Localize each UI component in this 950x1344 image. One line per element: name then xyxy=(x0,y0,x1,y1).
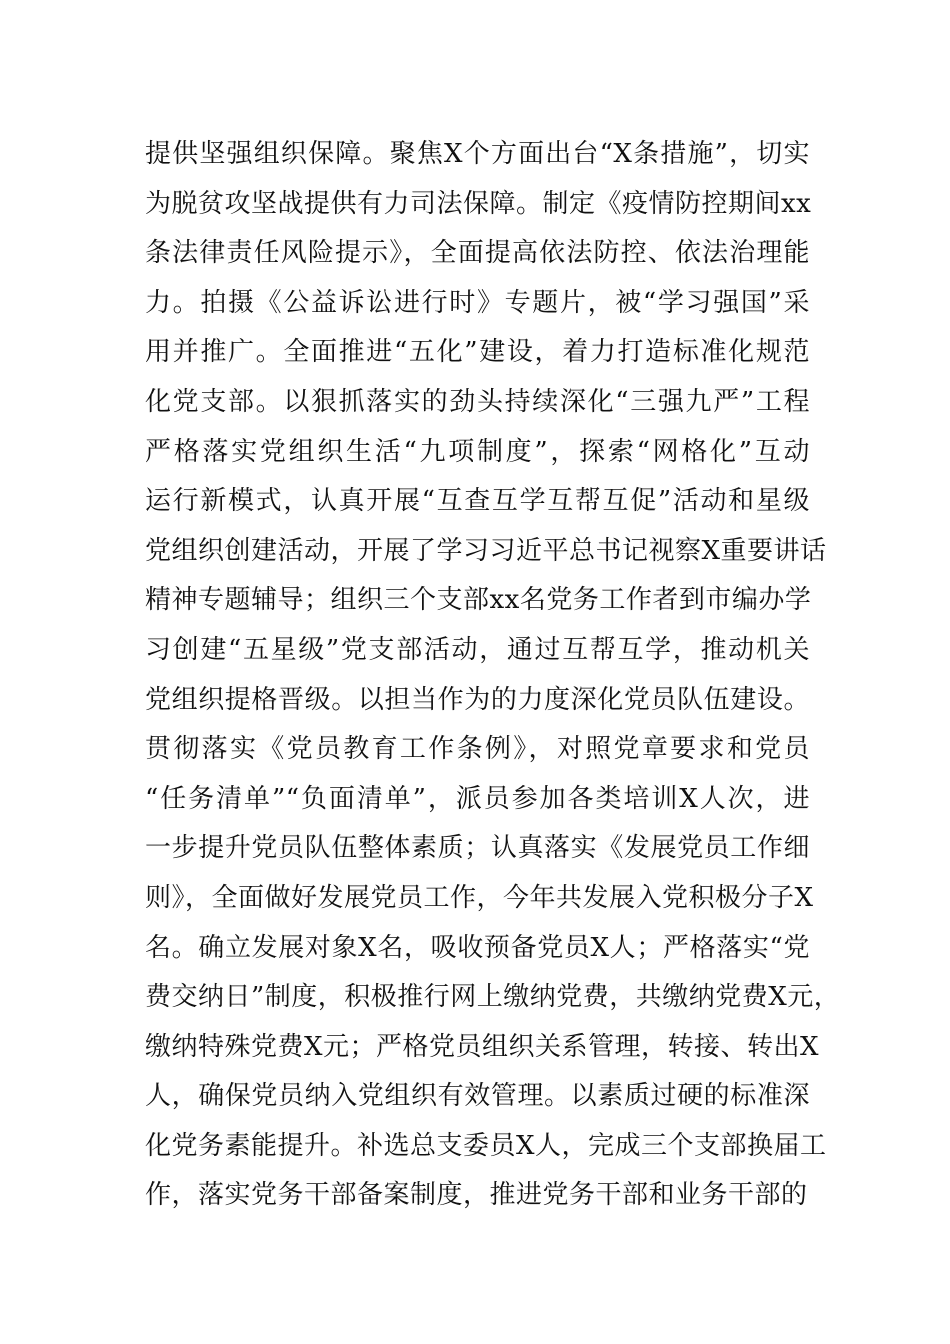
text-line: 贯彻落实《党员教育工作条例》，对照党章要求和党员 xyxy=(145,734,810,765)
text-line: 运行新模式，认真开展“互查互学互帮互促”活动和星级 xyxy=(145,486,810,517)
text-line: 条法律责任风险提示》，全面提高依法防控、依法治理能 xyxy=(145,238,810,269)
text-line: “任务清单”“负面清单”，派员参加各类培训X人次，进 xyxy=(145,783,810,814)
text-line: 化党务素能提升。补选总支委员X人，完成三个支部换届工 xyxy=(145,1130,827,1161)
text-line: 党组织提格晋级。以担当作为的力度深化党员队伍建设。 xyxy=(145,684,810,715)
text-line: 作，落实党务干部备案制度，推进党务干部和业务干部的 xyxy=(145,1180,808,1211)
text-line: 化党支部。以狠抓落实的劲头持续深化“三强九严”工程 xyxy=(145,386,810,417)
text-line: 缴纳特殊党费X元；严格党员组织关系管理，转接、转出X xyxy=(145,1031,820,1062)
text-line: 为脱贫攻坚战提供有力司法保障。制定《疫情防控期间xx xyxy=(145,188,812,219)
text-line: 力。拍摄《公益诉讼进行时》专题片，被“学习强国”采 xyxy=(145,287,810,318)
text-line: 精神专题辅导；组织三个支部xx名党务工作者到市编办学 xyxy=(145,585,812,616)
text-line: 党组织创建活动，开展了学习习近平总书记视察X重要讲话 xyxy=(145,535,827,566)
text-line: 提供坚强组织保障。聚焦X个方面出台“X条措施”，切实 xyxy=(145,139,810,169)
body-text xyxy=(145,130,841,1221)
text-line: 则》，全面做好发展党员工作，今年共发展入党积极分子X xyxy=(145,882,814,913)
text-line: 名。确立发展对象X名，吸收预备党员X人；严格落实“党 xyxy=(145,932,810,963)
text-line: 用并推广。全面推进“五化”建设，着力打造标准化规范 xyxy=(145,337,810,368)
text-line: 严格落实党组织生活“九项制度”，探索“网格化”互动 xyxy=(145,436,810,467)
text-line: 人，确保党员纳入党组织有效管理。以素质过硬的标准深 xyxy=(145,1081,810,1112)
text-line: 费交纳日”制度，积极推行网上缴纳党费，共缴纳党费X元， xyxy=(145,982,841,1013)
text-line: 一步提升党员队伍整体素质；认真落实《发展党员工作细 xyxy=(145,833,810,864)
text-line: 习创建“五星级”党支部活动，通过互帮互学，推动机关 xyxy=(145,634,810,665)
